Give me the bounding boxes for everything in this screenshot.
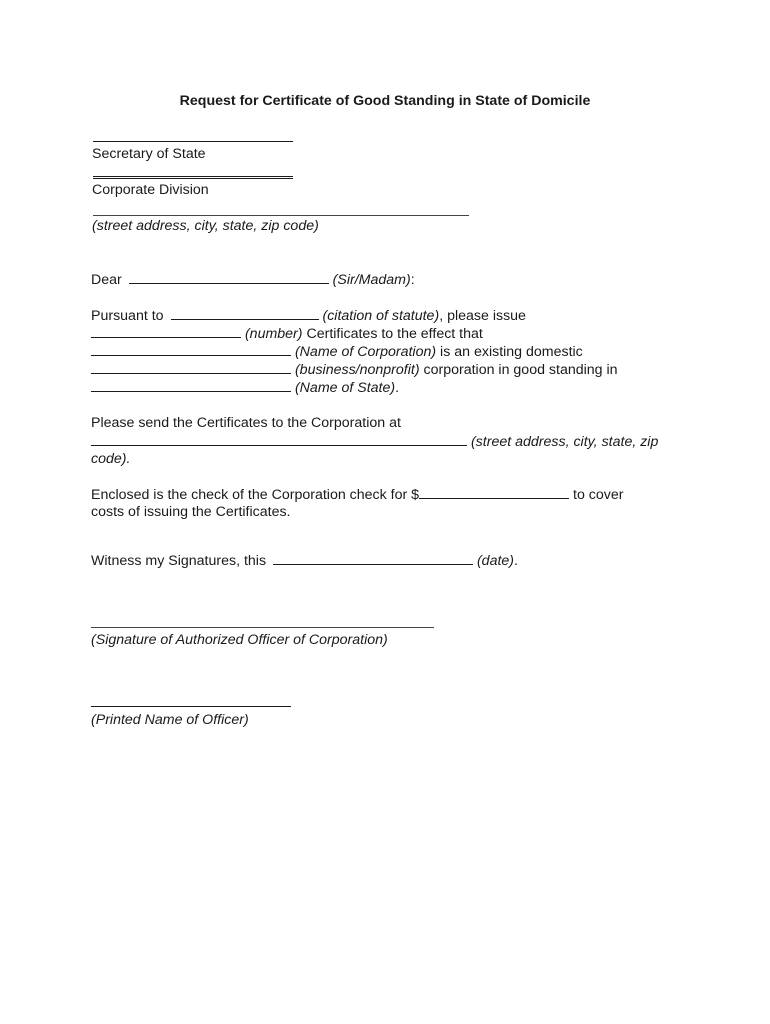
state-period: . [395, 380, 400, 396]
pursuant-line [91, 306, 526, 324]
salutation-line [91, 270, 415, 288]
witness-period: . [514, 553, 518, 569]
printed-name-label: (Printed Name of Officer) [91, 712, 249, 728]
business-hint: (business/nonprofit) [294, 362, 420, 378]
date-hint: (date) [476, 553, 515, 569]
date-blank[interactable] [273, 551, 473, 565]
send-address-hint-a: (street address, city, state, zip [470, 434, 659, 450]
business-line [91, 360, 618, 378]
witness-line [91, 551, 518, 569]
enclosed-text-b: to cover [569, 487, 624, 503]
enclosed-line-2: costs of issuing the Certificates. [91, 504, 291, 520]
state-line [91, 378, 399, 396]
send-address-hint-b: code). [91, 451, 131, 467]
please-issue-text: , please issue [439, 308, 526, 324]
state-name-blank[interactable] [91, 378, 291, 392]
send-address-blank[interactable] [91, 432, 467, 446]
citation-hint: (citation of statute) [322, 308, 440, 324]
number-line [91, 324, 483, 342]
address-line-3: (street address, city, state, zip code) [92, 218, 319, 234]
witness-text: Witness my Signatures, this [91, 553, 267, 569]
number-blank[interactable] [91, 324, 241, 338]
send-address-line [91, 432, 658, 450]
certificates-text: Certificates to the effect that [302, 326, 483, 342]
salutation-blank[interactable] [129, 270, 329, 284]
enclosed-text-a: Enclosed is the check of the Corporation check for $ [91, 487, 420, 503]
number-hint: (number) [244, 326, 303, 342]
signature-blank[interactable] [91, 627, 434, 628]
enclosed-line [91, 485, 624, 503]
street-address-blank[interactable] [93, 215, 469, 216]
secretary-blank[interactable] [93, 141, 293, 142]
salutation-hint: (Sir/Madam) [332, 272, 411, 288]
good-standing-text: corporation in good standing in [419, 362, 618, 378]
corp-name-blank[interactable] [91, 342, 291, 356]
printed-name-blank[interactable] [91, 706, 291, 707]
division-blank[interactable] [93, 176, 293, 179]
send-line: Please send the Certificates to the Corporation at [91, 415, 401, 431]
address-line-2: Corporate Division [92, 182, 209, 198]
salutation-prefix: Dear [91, 272, 122, 288]
corp-name-hint: (Name of Corporation) [294, 344, 437, 360]
corp-name-line [91, 342, 583, 360]
state-hint: (Name of State) [294, 380, 396, 396]
address-line-1: Secretary of State [92, 146, 206, 162]
signature-label: (Signature of Authorized Officer of Corporation) [91, 632, 388, 648]
citation-blank[interactable] [171, 306, 319, 320]
document-title: Request for Certificate of Good Standing in State of Domicile [179, 93, 591, 109]
existing-domestic-text: is an existing domestic [436, 344, 583, 360]
pursuant-text: Pursuant to [91, 308, 164, 324]
check-amount-blank[interactable] [419, 485, 569, 499]
salutation-suffix: : [410, 272, 415, 288]
business-type-blank[interactable] [91, 360, 291, 374]
